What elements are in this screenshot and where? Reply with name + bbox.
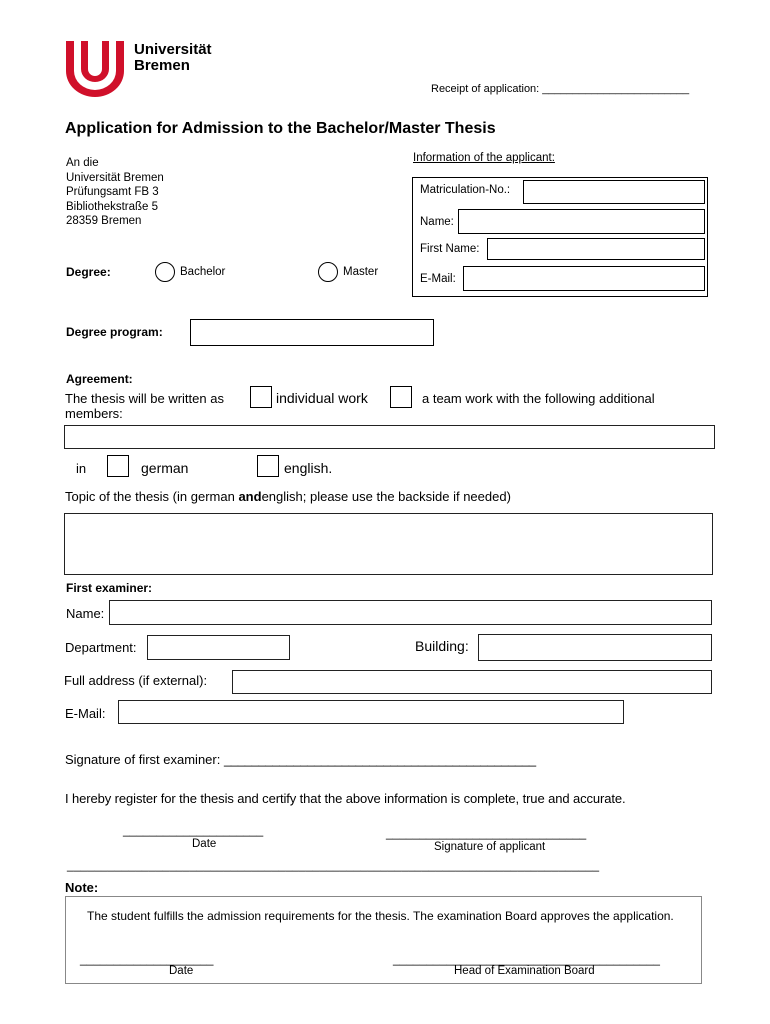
address-line: An die xyxy=(66,157,99,169)
individual-work-checkbox[interactable] xyxy=(250,386,272,408)
team-members-input[interactable] xyxy=(64,425,715,449)
page-title: Application for Admission to the Bachelor/Master Thesis xyxy=(65,120,496,137)
applicant-signature-line: ______________________________ xyxy=(386,826,587,840)
examiner-department-label: Department: xyxy=(65,640,137,655)
individual-work-label: individual work xyxy=(276,390,368,406)
receipt-label: Receipt of application: ________________________ xyxy=(431,83,690,95)
german-label: german xyxy=(141,460,189,476)
english-checkbox[interactable] xyxy=(257,455,279,477)
degree-master-label: Master xyxy=(343,266,379,278)
note-date-line: ____________________ xyxy=(80,952,214,966)
degree-program-input[interactable] xyxy=(190,319,434,346)
logo-outer-u xyxy=(66,41,124,97)
address-line: 28359 Bremen xyxy=(66,215,142,227)
applicant-first-name-input[interactable] xyxy=(487,238,705,260)
examiner-department-input[interactable] xyxy=(147,635,290,660)
degree-label: Degree: xyxy=(66,265,111,279)
degree-master-radio[interactable] xyxy=(318,262,338,282)
thesis-topic-input[interactable] xyxy=(64,513,713,575)
logo-text-line2: Bremen xyxy=(134,57,190,74)
matriculation-input[interactable] xyxy=(523,180,705,204)
note-text: The student fulfills the admission requirements for the thesis. The examination Board approves the application. xyxy=(87,909,674,923)
agreement-text: The thesis will be written as xyxy=(65,391,224,406)
separator-line: ______________________________________________________________________________ xyxy=(67,858,600,872)
examiner-name-label: Name: xyxy=(66,606,105,621)
applicant-email-label: E-Mail: xyxy=(420,273,456,285)
applicant-heading: Information of the applicant: xyxy=(413,152,555,164)
english-label: english. xyxy=(284,460,333,476)
degree-bachelor-label: Bachelor xyxy=(180,266,226,278)
team-work-checkbox[interactable] xyxy=(390,386,412,408)
applicant-email-input[interactable] xyxy=(463,266,705,291)
german-checkbox[interactable] xyxy=(107,455,129,477)
certification-text: I hereby register for the thesis and certify that the above information is complete, true and accurate. xyxy=(65,791,626,806)
degree-program-label: Degree program: xyxy=(66,325,163,339)
logo-inner-u xyxy=(81,41,109,82)
date-signature-line: _____________________ xyxy=(123,823,264,837)
note-head-line: ________________________________________ xyxy=(393,952,660,966)
examiner-building-input[interactable] xyxy=(478,634,712,661)
applicant-signature-label: Signature of applicant xyxy=(434,841,546,853)
language-in-label: in xyxy=(76,461,87,476)
address-line: Universität Bremen xyxy=(66,171,164,184)
agreement-heading: Agreement: xyxy=(66,372,133,386)
recipient-address xyxy=(66,156,164,229)
examiner-address-label: Full address (if external): xyxy=(64,673,208,688)
examiner-building-label: Building: xyxy=(415,638,469,654)
matriculation-label: Matriculation-No.: xyxy=(420,184,511,196)
applicant-first-name-label: First Name: xyxy=(420,243,480,255)
note-heading: Note: xyxy=(65,880,99,895)
examiner-address-input[interactable] xyxy=(232,670,712,694)
note-head-label: Head of Examination Board xyxy=(454,965,595,977)
applicant-name-input[interactable] xyxy=(458,209,705,234)
topic-label: Topic of the thesis (in german andenglish; please use the backside if needed) xyxy=(65,489,511,504)
members-label: members: xyxy=(65,406,123,421)
note-date-label: Date xyxy=(169,965,194,977)
examiner-email-label: E-Mail: xyxy=(65,706,106,721)
university-logo xyxy=(64,41,126,99)
first-examiner-heading: First examiner: xyxy=(66,581,153,595)
logo-text-line1: Universität xyxy=(134,41,212,58)
team-work-label: a team work with the following additional xyxy=(422,391,655,406)
date-label: Date xyxy=(192,838,217,850)
examiner-name-input[interactable] xyxy=(109,600,712,625)
examiner-email-input[interactable] xyxy=(118,700,624,724)
address-line: Prüfungsamt FB 3 xyxy=(66,186,159,198)
applicant-name-label: Name: xyxy=(420,216,454,228)
address-line: Bibliothekstraße 5 xyxy=(66,200,159,213)
degree-bachelor-radio[interactable] xyxy=(155,262,175,282)
examiner-signature: Signature of first examiner: _____________________________________________ xyxy=(65,752,536,767)
